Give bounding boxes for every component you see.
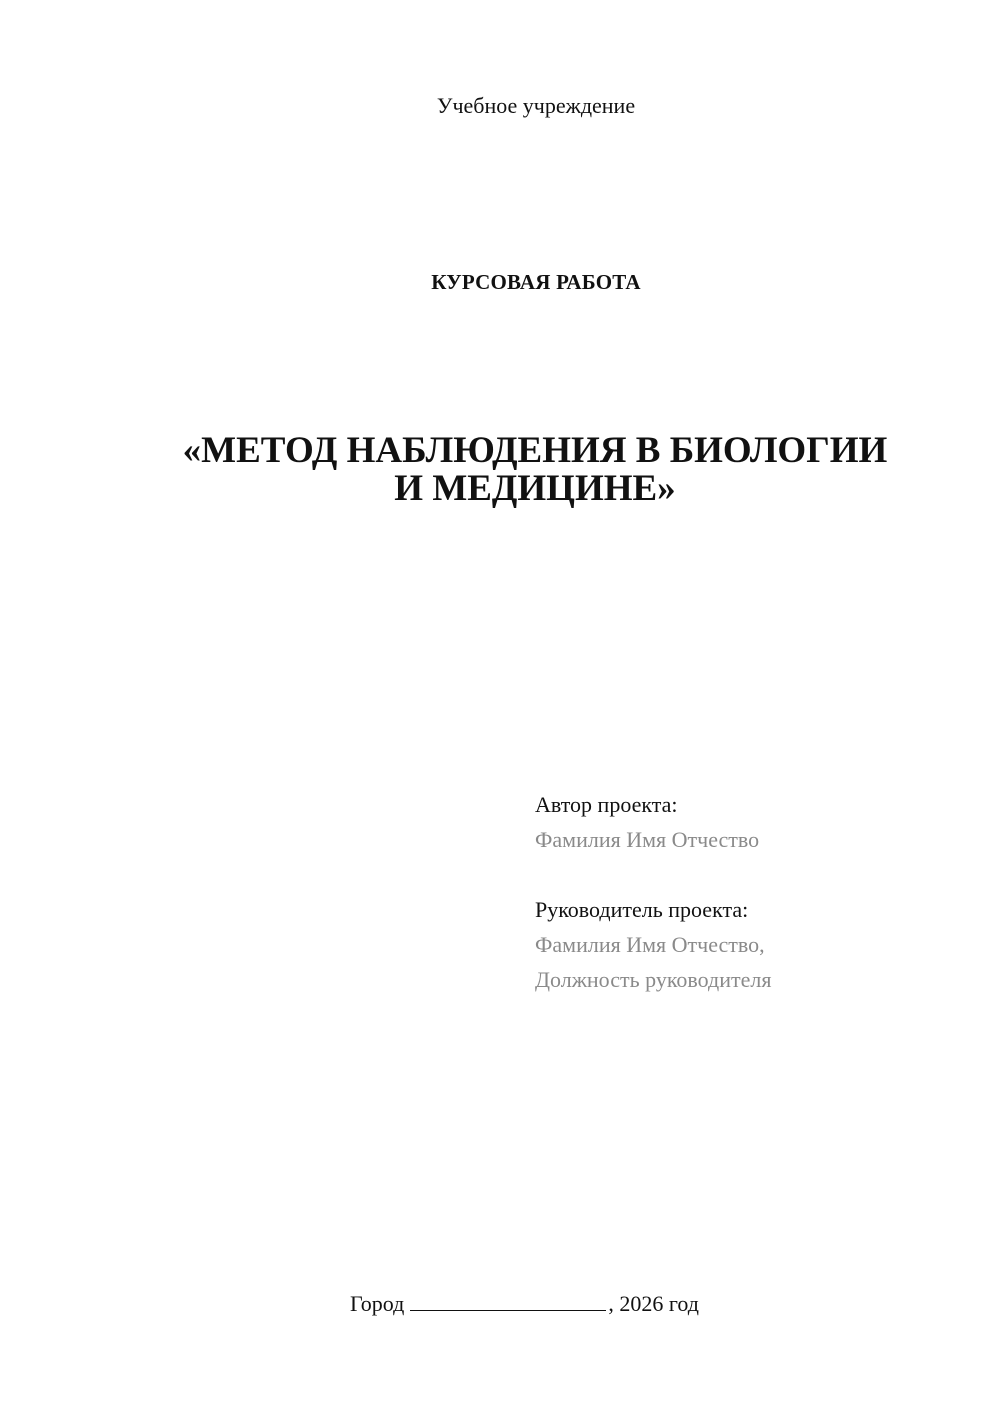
title-line-1: «МЕТОД НАБЛЮДЕНИЯ В БИОЛОГИИ [182,430,888,471]
city-label: Город [350,1291,405,1316]
institution-name: Учебное учреждение [436,93,636,118]
document-title [150,432,920,508]
city-year-line [350,1290,699,1318]
document-type: КУРСОВАЯ РАБОТА [431,270,641,294]
author-label: Автор проекта: [535,792,678,817]
supervisor-position: Должность руководителя [535,967,772,992]
supervisor-label: Руководитель проекта: [535,897,749,922]
project-info [535,787,975,997]
city-blank-line [410,1290,606,1311]
supervisor-name: Фамилия Имя Отчество, [535,932,765,957]
title-line-2: И МЕДИЦИНЕ» [394,468,676,509]
spacer [535,857,975,892]
author-name: Фамилия Имя Отчество [535,827,760,852]
year-text: , 2026 год [608,1291,699,1316]
